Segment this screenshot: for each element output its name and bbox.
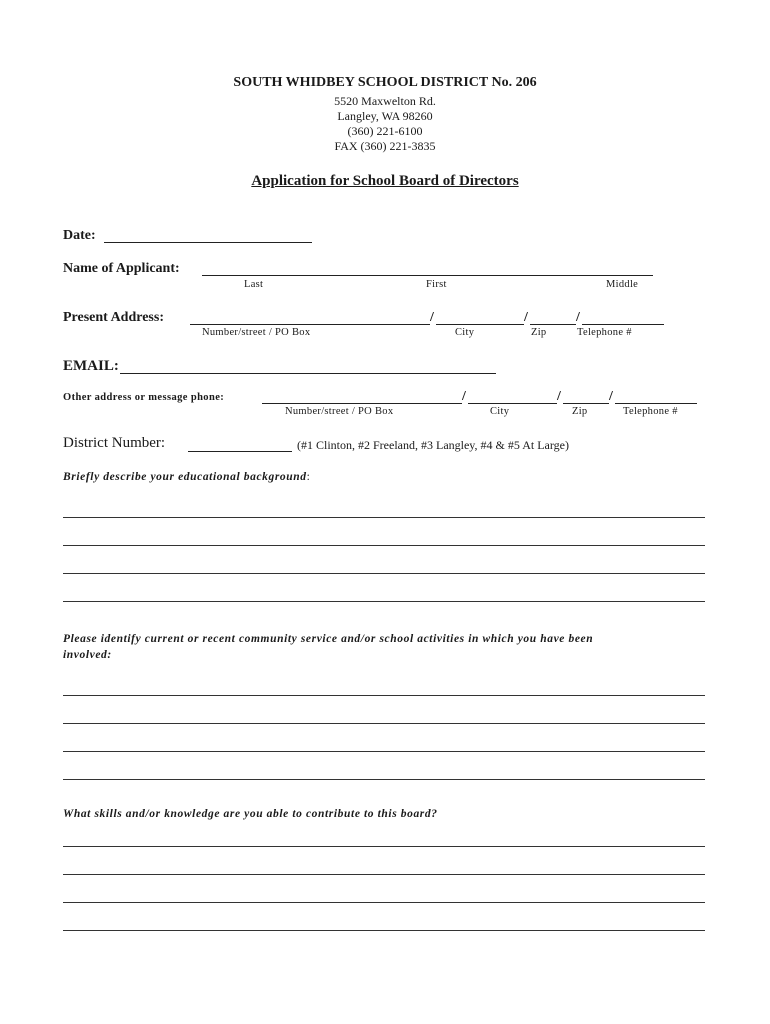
other-separator: /	[609, 389, 613, 404]
address-street-field[interactable]	[190, 324, 430, 325]
address-zip-field[interactable]	[530, 324, 576, 325]
skills-answer-line[interactable]	[63, 874, 705, 875]
address-telephone-field[interactable]	[582, 324, 664, 325]
district-fax: FAX (360) 221-3835	[334, 139, 436, 153]
other-sub-city: City	[490, 406, 510, 417]
name-sub-middle: Middle	[606, 279, 639, 290]
address-separator: /	[576, 310, 580, 325]
address-city-field[interactable]	[436, 324, 524, 325]
community-answer-line[interactable]	[63, 751, 705, 752]
district-phone: (360) 221-6100	[347, 124, 423, 138]
address-separator: /	[430, 310, 434, 325]
skills-answer-line[interactable]	[63, 930, 705, 931]
education-question: Briefly describe your educational background:	[63, 471, 311, 483]
education-answer-line[interactable]	[63, 601, 705, 602]
other-street-field[interactable]	[262, 403, 462, 404]
name-label: Name of Applicant:	[63, 261, 180, 276]
skills-answer-line[interactable]	[63, 902, 705, 903]
district-name: SOUTH WHIDBEY SCHOOL DISTRICT No. 206	[233, 75, 537, 90]
other-telephone-field[interactable]	[615, 403, 697, 404]
name-field[interactable]	[202, 275, 653, 276]
other-address-label: Other address or message phone:	[63, 392, 225, 403]
other-city-field[interactable]	[468, 403, 557, 404]
name-sub-first: First	[426, 279, 447, 290]
address-sub-telephone: Telephone #	[577, 327, 632, 338]
education-answer-line[interactable]	[63, 517, 705, 518]
skills-question: What skills and/or knowledge are you able to contribute to this board?	[63, 808, 438, 820]
district-city-state: Langley, WA 98260	[337, 109, 433, 123]
other-sub-zip: Zip	[572, 406, 588, 417]
district-street: 5520 Maxwelton Rd.	[334, 94, 436, 108]
other-separator: /	[462, 389, 466, 404]
community-answer-line[interactable]	[63, 723, 705, 724]
date-label: Date:	[63, 228, 96, 243]
district-number-note: (#1 Clinton, #2 Freeland, #3 Langley, #4 & #5 At Large)	[297, 438, 569, 452]
address-sub-zip: Zip	[531, 327, 547, 338]
district-number-field[interactable]	[188, 451, 292, 452]
email-field[interactable]	[120, 373, 496, 374]
education-answer-line[interactable]	[63, 545, 705, 546]
address-separator: /	[524, 310, 528, 325]
address-label: Present Address:	[63, 310, 164, 325]
district-number-label: District Number:	[63, 435, 166, 451]
name-sub-last: Last	[244, 279, 264, 290]
address-sub-city: City	[455, 327, 475, 338]
other-sub-street: Number/street / PO Box	[285, 406, 394, 417]
other-zip-field[interactable]	[563, 403, 609, 404]
email-label: EMAIL:	[63, 358, 119, 374]
community-question-line1: Please identify current or recent community service and/or school activities in which you have been	[63, 633, 594, 645]
community-question-line2: involved:	[63, 649, 112, 661]
address-sub-street: Number/street / PO Box	[202, 327, 311, 338]
other-sub-telephone: Telephone #	[623, 406, 678, 417]
date-field[interactable]	[104, 242, 312, 243]
skills-answer-line[interactable]	[63, 846, 705, 847]
other-separator: /	[557, 389, 561, 404]
education-answer-line[interactable]	[63, 573, 705, 574]
community-answer-line[interactable]	[63, 779, 705, 780]
community-answer-line[interactable]	[63, 695, 705, 696]
form-title: Application for School Board of Directors	[251, 173, 519, 189]
